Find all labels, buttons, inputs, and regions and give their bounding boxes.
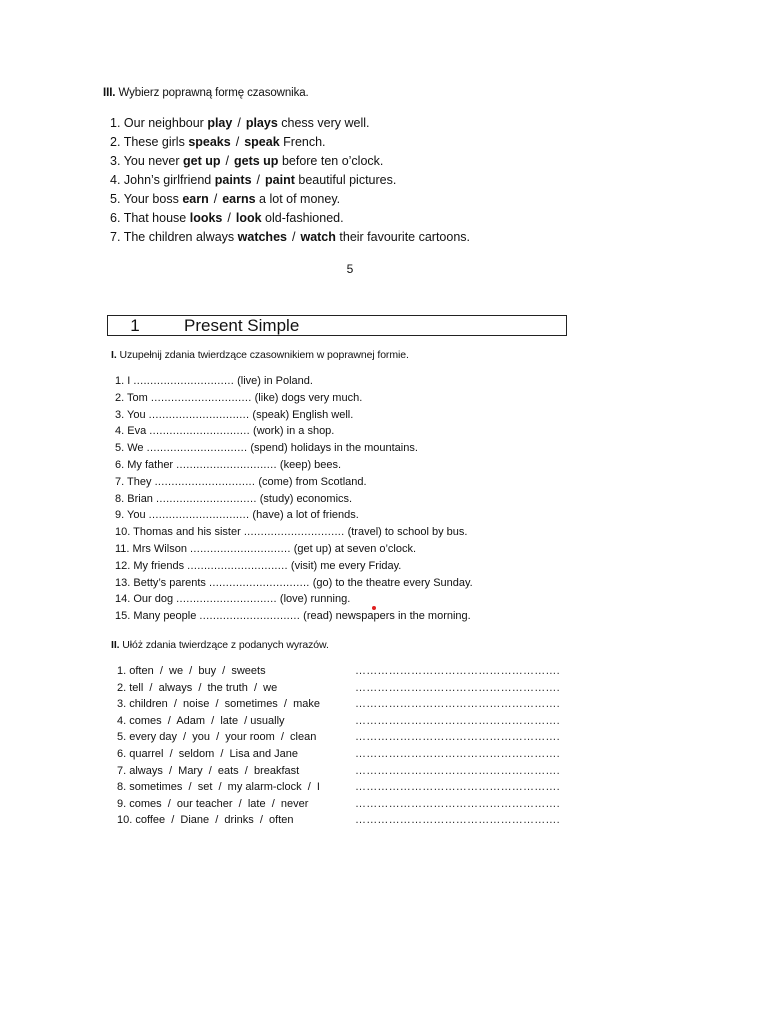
list-item: 4. comes / Adam / late / usually ………………………………………………. bbox=[117, 713, 567, 730]
answer-line[interactable]: ………………………………………………. bbox=[355, 797, 560, 810]
list-item: 15. Many people .............................. (read) newspapers in the morning. bbox=[115, 610, 471, 623]
section-2-number: II. bbox=[111, 639, 120, 651]
answer-line[interactable]: ………………………………………………. bbox=[355, 814, 560, 827]
answer-blank[interactable]: .............................. bbox=[199, 610, 301, 623]
answer-blank[interactable]: .............................. bbox=[150, 391, 252, 404]
answer-line[interactable]: ………………………………………………. bbox=[355, 747, 560, 760]
list-item: 1. I .............................. (live) in Poland. bbox=[115, 375, 313, 387]
unit-title-box bbox=[107, 315, 567, 336]
answer-blank[interactable]: .............................. bbox=[148, 509, 250, 522]
section-3-number: III. bbox=[103, 87, 116, 99]
list-item: 5. Your boss earn / earns a lot of money. bbox=[110, 192, 341, 206]
page-number: 5 bbox=[346, 262, 354, 276]
list-item: 6. quarrel / seldom / Lisa and Jane ………………………………………………. bbox=[117, 746, 567, 763]
answer-line[interactable]: ………………………………………………. bbox=[355, 714, 560, 727]
section-2-instruction: Ułóż zdania twierdzące z podanych wyrazów. bbox=[122, 639, 329, 651]
answer-blank[interactable]: .............................. bbox=[154, 475, 256, 488]
list-item: 1. Our neighbour play / plays chess very well. bbox=[110, 116, 370, 130]
list-item: 2. tell / always / the truth / we ………………………………………………. bbox=[117, 680, 567, 697]
answer-blank[interactable]: .............................. bbox=[148, 408, 250, 421]
list-item: 3. children / noise / sometimes / make ………………………………………………. bbox=[117, 696, 567, 713]
red-ink-mark bbox=[372, 606, 376, 610]
list-item: 7. always / Mary / eats / breakfast ………………………………………………. bbox=[117, 763, 567, 780]
list-item: 9. comes / our teacher / late / never ………………………………………………. bbox=[117, 796, 567, 813]
list-item: 3. You .............................. (speak) English well. bbox=[115, 408, 354, 421]
answer-blank[interactable]: .............................. bbox=[146, 442, 248, 455]
section-1-instruction: Uzupełnij zdania twierdzące czasownikiem w poprawnej formie. bbox=[119, 349, 409, 361]
list-item: 13. Betty’s parents .............................. (go) to the theatre every Sunday. bbox=[115, 576, 473, 589]
list-item: 10. coffee / Diane / drinks / often ………………………………………………. bbox=[117, 812, 567, 829]
section-1-number: I. bbox=[111, 349, 117, 361]
answer-blank[interactable]: .............................. bbox=[176, 458, 277, 471]
answer-blank[interactable]: .............................. bbox=[156, 492, 257, 505]
list-item: 3. You never get up / gets up before ten o’clock. bbox=[110, 154, 384, 168]
unit-number: 1 bbox=[130, 316, 140, 335]
section-3-heading bbox=[103, 87, 309, 99]
unit-title: Present Simple bbox=[184, 316, 300, 335]
list-item: 6. My father .............................. (keep) bees. bbox=[115, 458, 342, 471]
answer-blank[interactable]: .............................. bbox=[187, 559, 288, 572]
answer-blank[interactable]: .............................. bbox=[190, 542, 291, 555]
answer-blank[interactable]: .............................. bbox=[176, 593, 277, 606]
answer-line[interactable]: ………………………………………………. bbox=[355, 781, 560, 794]
list-item: 2. These girls speaks / speak French. bbox=[110, 135, 326, 149]
list-item: 6. That house looks / look old-fashioned. bbox=[110, 211, 344, 225]
list-item: 8. Brian .............................. (study) economics. bbox=[115, 492, 353, 505]
answer-line[interactable]: ………………………………………………. bbox=[355, 764, 560, 777]
section-2-heading bbox=[111, 639, 329, 651]
answer-line[interactable]: ………………………………………………. bbox=[355, 698, 560, 711]
list-item: 2. Tom .............................. (like) dogs very much. bbox=[115, 391, 363, 404]
list-item: 1. often / we / buy / sweets ………………………………………………. bbox=[117, 663, 567, 680]
word-order-list bbox=[117, 663, 567, 829]
answer-blank[interactable]: .............................. bbox=[208, 576, 310, 589]
choose-verb-list bbox=[110, 114, 590, 247]
list-item: 12. My friends .............................. (visit) me every Friday. bbox=[115, 559, 402, 572]
section-3-instruction: Wybierz poprawną formę czasownika. bbox=[118, 87, 309, 99]
list-item: 9. You .............................. (have) a lot of friends. bbox=[115, 509, 359, 522]
answer-blank[interactable]: .............................. bbox=[149, 425, 250, 438]
list-item: 11. Mrs Wilson .............................. (get up) at seven o’clock. bbox=[115, 542, 417, 555]
list-item: 5. every day / you / your room / clean ………………………………………………. bbox=[117, 729, 567, 746]
answer-line[interactable]: ………………………………………………. bbox=[355, 731, 560, 744]
list-item: 14. Our dog .............................. (love) running. bbox=[115, 593, 351, 606]
answer-blank[interactable]: .............................. bbox=[133, 375, 235, 387]
answer-blank[interactable]: .............................. bbox=[243, 526, 345, 539]
answer-line[interactable]: ………………………………………………. bbox=[355, 665, 560, 677]
list-item: 7. The children always watches / watch their favourite cartoons. bbox=[110, 230, 471, 244]
section-1-heading bbox=[111, 349, 409, 361]
list-item: 10. Thomas and his sister .............................. (travel) to school by bus. bbox=[115, 526, 468, 539]
list-item: 5. We .............................. (spend) holidays in the mountains. bbox=[115, 442, 418, 455]
list-item: 4. John’s girlfriend paints / paint beautiful pictures. bbox=[110, 173, 397, 187]
list-item: 8. sometimes / set / my alarm-clock / I ………………………………………………. bbox=[117, 779, 567, 796]
fill-in-list bbox=[115, 373, 473, 625]
answer-line[interactable]: ………………………………………………. bbox=[355, 681, 560, 694]
list-item: 7. They .............................. (come) from Scotland. bbox=[115, 475, 367, 488]
list-item: 4. Eva .............................. (work) in a shop. bbox=[115, 425, 335, 438]
